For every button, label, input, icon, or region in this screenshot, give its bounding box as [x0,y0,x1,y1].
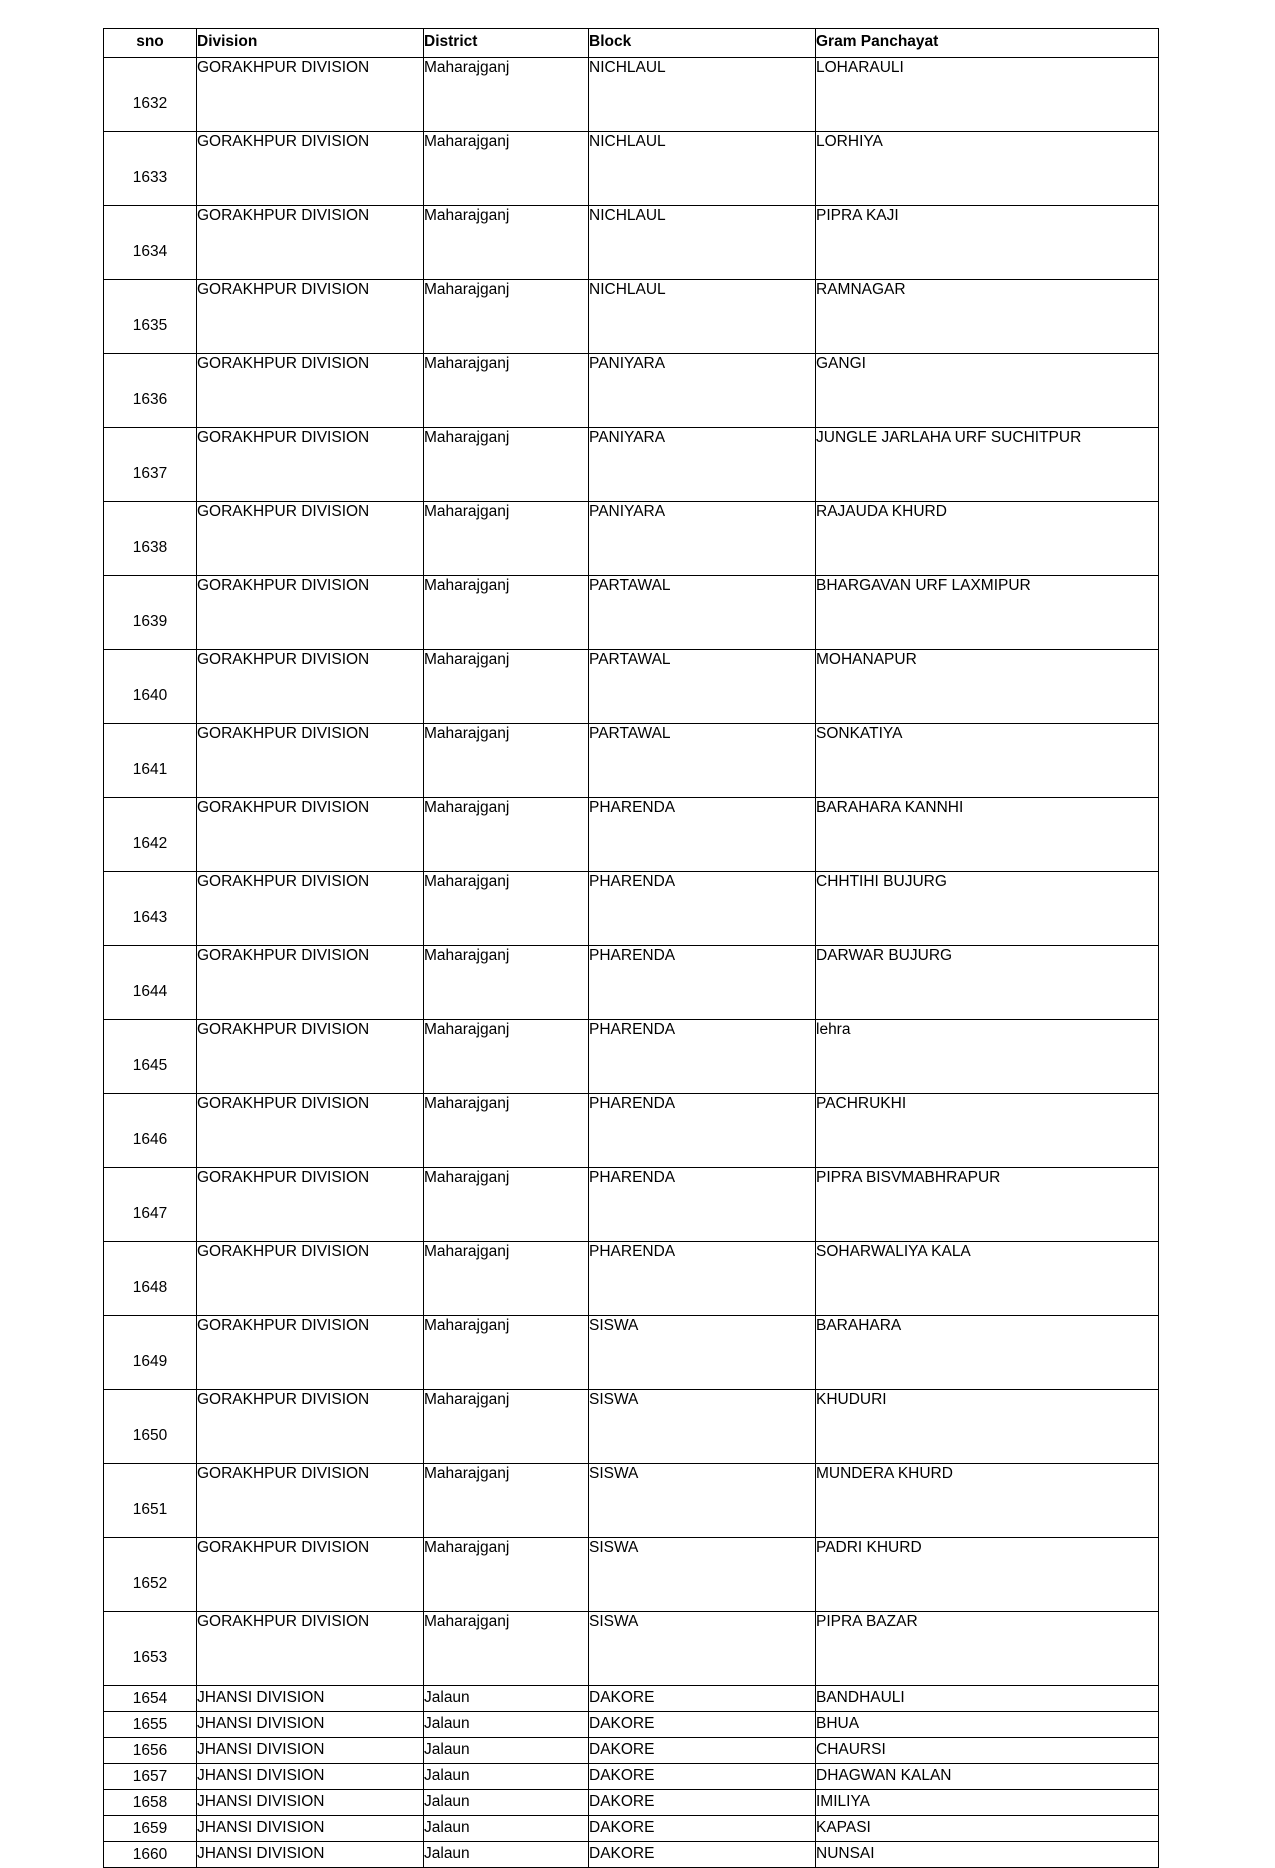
gram-panchayat-table [103,28,1159,1868]
table-row [104,1686,1159,1712]
table-row [104,1390,1159,1464]
cell-block: NICHLAUL [589,132,816,206]
table-row [104,1094,1159,1168]
cell-block: PHARENDA [589,1020,816,1094]
cell-sno: 1633 [104,132,197,206]
table-row [104,1538,1159,1612]
cell-block: DAKORE [589,1816,816,1842]
cell-block: SISWA [589,1316,816,1390]
cell-district: Maharajganj [424,1168,589,1242]
cell-district: Jalaun [424,1842,589,1868]
cell-gram-panchayat: PACHRUKHI [816,1094,1159,1168]
cell-district: Maharajganj [424,1612,589,1686]
cell-block: DAKORE [589,1686,816,1712]
cell-block: PHARENDA [589,946,816,1020]
table-row [104,1168,1159,1242]
cell-division: GORAKHPUR DIVISION [197,576,424,650]
cell-sno: 1646 [104,1094,197,1168]
table-row [104,872,1159,946]
cell-gram-panchayat: CHHTIHI BUJURG [816,872,1159,946]
cell-sno: 1650 [104,1390,197,1464]
table-row [104,576,1159,650]
column-header-sno: sno [104,29,197,58]
cell-block: DAKORE [589,1790,816,1816]
cell-block: SISWA [589,1612,816,1686]
cell-sno: 1655 [104,1712,197,1738]
table-row [104,1612,1159,1686]
cell-block: PARTAWAL [589,650,816,724]
cell-sno: 1642 [104,798,197,872]
cell-block: PANIYARA [589,354,816,428]
cell-division: GORAKHPUR DIVISION [197,1538,424,1612]
cell-block: SISWA [589,1538,816,1612]
cell-district: Maharajganj [424,1020,589,1094]
column-header-block: Block [589,29,816,58]
table-row [104,502,1159,576]
cell-district: Maharajganj [424,1390,589,1464]
table-row [104,1242,1159,1316]
table-row [104,946,1159,1020]
table-row [104,428,1159,502]
cell-sno: 1636 [104,354,197,428]
cell-district: Maharajganj [424,1464,589,1538]
cell-district: Jalaun [424,1816,589,1842]
cell-block: SISWA [589,1464,816,1538]
cell-gram-panchayat: SONKATIYA [816,724,1159,798]
cell-gram-panchayat: JUNGLE JARLAHA URF SUCHITPUR [816,428,1159,502]
table-row [104,354,1159,428]
cell-gram-panchayat: BANDHAULI [816,1686,1159,1712]
cell-block: PHARENDA [589,872,816,946]
cell-district: Maharajganj [424,650,589,724]
cell-sno: 1643 [104,872,197,946]
cell-block: SISWA [589,1390,816,1464]
cell-district: Jalaun [424,1764,589,1790]
cell-gram-panchayat: CHAURSI [816,1738,1159,1764]
cell-sno: 1637 [104,428,197,502]
cell-district: Maharajganj [424,872,589,946]
cell-division: GORAKHPUR DIVISION [197,798,424,872]
cell-block: DAKORE [589,1712,816,1738]
cell-gram-panchayat: BARAHARA [816,1316,1159,1390]
cell-district: Jalaun [424,1712,589,1738]
cell-sno: 1640 [104,650,197,724]
table-row [104,206,1159,280]
table-header [104,29,1159,58]
table-row [104,1738,1159,1764]
cell-sno: 1635 [104,280,197,354]
cell-sno: 1651 [104,1464,197,1538]
cell-division: GORAKHPUR DIVISION [197,1094,424,1168]
cell-district: Maharajganj [424,1538,589,1612]
cell-district: Maharajganj [424,280,589,354]
cell-division: GORAKHPUR DIVISION [197,1242,424,1316]
cell-district: Maharajganj [424,1316,589,1390]
cell-gram-panchayat: PIPRA KAJI [816,206,1159,280]
cell-division: GORAKHPUR DIVISION [197,502,424,576]
table-row [104,58,1159,132]
cell-gram-panchayat: NUNSAI [816,1842,1159,1868]
cell-division: GORAKHPUR DIVISION [197,650,424,724]
cell-sno: 1657 [104,1764,197,1790]
cell-gram-panchayat: RAJAUDA KHURD [816,502,1159,576]
cell-district: Maharajganj [424,428,589,502]
cell-gram-panchayat: BARAHARA KANNHI [816,798,1159,872]
cell-district: Maharajganj [424,502,589,576]
cell-sno: 1634 [104,206,197,280]
cell-division: GORAKHPUR DIVISION [197,280,424,354]
cell-sno: 1648 [104,1242,197,1316]
cell-division: GORAKHPUR DIVISION [197,1464,424,1538]
cell-division: JHANSI DIVISION [197,1764,424,1790]
cell-gram-panchayat: KHUDURI [816,1390,1159,1464]
cell-district: Maharajganj [424,1094,589,1168]
cell-gram-panchayat: BHUA [816,1712,1159,1738]
column-header-gram-panchayat: Gram Panchayat [816,29,1159,58]
cell-sno: 1653 [104,1612,197,1686]
cell-district: Maharajganj [424,724,589,798]
cell-block: PHARENDA [589,1094,816,1168]
cell-block: PHARENDA [589,798,816,872]
cell-sno: 1660 [104,1842,197,1868]
table-body [104,58,1159,1868]
cell-division: GORAKHPUR DIVISION [197,872,424,946]
cell-division: GORAKHPUR DIVISION [197,354,424,428]
cell-division: JHANSI DIVISION [197,1686,424,1712]
cell-gram-panchayat: lehra [816,1020,1159,1094]
cell-block: DAKORE [589,1738,816,1764]
cell-division: JHANSI DIVISION [197,1816,424,1842]
cell-sno: 1639 [104,576,197,650]
cell-block: DAKORE [589,1842,816,1868]
cell-sno: 1659 [104,1816,197,1842]
table-row [104,1020,1159,1094]
cell-gram-panchayat: BHARGAVAN URF LAXMIPUR [816,576,1159,650]
cell-district: Maharajganj [424,354,589,428]
table-row [104,280,1159,354]
cell-division: GORAKHPUR DIVISION [197,1020,424,1094]
cell-sno: 1658 [104,1790,197,1816]
cell-gram-panchayat: DHAGWAN KALAN [816,1764,1159,1790]
cell-block: PHARENDA [589,1168,816,1242]
cell-sno: 1647 [104,1168,197,1242]
cell-gram-panchayat: DARWAR BUJURG [816,946,1159,1020]
cell-district: Maharajganj [424,798,589,872]
cell-division: GORAKHPUR DIVISION [197,946,424,1020]
table-row [104,650,1159,724]
cell-district: Maharajganj [424,206,589,280]
cell-division: GORAKHPUR DIVISION [197,1612,424,1686]
cell-block: PHARENDA [589,1242,816,1316]
table-header-row [104,29,1159,58]
cell-division: GORAKHPUR DIVISION [197,206,424,280]
cell-district: Maharajganj [424,132,589,206]
cell-block: PANIYARA [589,502,816,576]
table-row [104,1464,1159,1538]
cell-gram-panchayat: PADRI KHURD [816,1538,1159,1612]
table-row [104,798,1159,872]
cell-sno: 1641 [104,724,197,798]
column-header-district: District [424,29,589,58]
cell-district: Maharajganj [424,946,589,1020]
column-header-division: Division [197,29,424,58]
cell-division: GORAKHPUR DIVISION [197,1390,424,1464]
cell-gram-panchayat: LORHIYA [816,132,1159,206]
cell-district: Jalaun [424,1738,589,1764]
cell-district: Jalaun [424,1790,589,1816]
cell-block: DAKORE [589,1764,816,1790]
cell-division: GORAKHPUR DIVISION [197,132,424,206]
cell-gram-panchayat: KAPASI [816,1816,1159,1842]
cell-gram-panchayat: PIPRA BISVMABHRAPUR [816,1168,1159,1242]
cell-gram-panchayat: PIPRA BAZAR [816,1612,1159,1686]
cell-sno: 1652 [104,1538,197,1612]
cell-sno: 1644 [104,946,197,1020]
cell-division: JHANSI DIVISION [197,1712,424,1738]
cell-sno: 1656 [104,1738,197,1764]
cell-district: Maharajganj [424,58,589,132]
cell-sno: 1638 [104,502,197,576]
table-row [104,1712,1159,1738]
gram-panchayat-table-wrapper [103,28,1158,1868]
cell-sno: 1649 [104,1316,197,1390]
table-row [104,724,1159,798]
cell-gram-panchayat: LOHARAULI [816,58,1159,132]
cell-division: GORAKHPUR DIVISION [197,58,424,132]
cell-division: JHANSI DIVISION [197,1842,424,1868]
cell-gram-panchayat: GANGI [816,354,1159,428]
cell-sno: 1654 [104,1686,197,1712]
cell-sno: 1632 [104,58,197,132]
table-row [104,132,1159,206]
cell-division: JHANSI DIVISION [197,1738,424,1764]
cell-gram-panchayat: RAMNAGAR [816,280,1159,354]
cell-division: GORAKHPUR DIVISION [197,428,424,502]
table-row [104,1790,1159,1816]
cell-division: GORAKHPUR DIVISION [197,1316,424,1390]
cell-division: GORAKHPUR DIVISION [197,724,424,798]
table-row [104,1764,1159,1790]
cell-division: JHANSI DIVISION [197,1790,424,1816]
table-row [104,1842,1159,1868]
cell-gram-panchayat: IMILIYA [816,1790,1159,1816]
table-row [104,1316,1159,1390]
cell-district: Jalaun [424,1686,589,1712]
cell-division: GORAKHPUR DIVISION [197,1168,424,1242]
cell-gram-panchayat: MUNDERA KHURD [816,1464,1159,1538]
cell-gram-panchayat: MOHANAPUR [816,650,1159,724]
cell-district: Maharajganj [424,576,589,650]
cell-block: NICHLAUL [589,280,816,354]
cell-block: NICHLAUL [589,206,816,280]
cell-district: Maharajganj [424,1242,589,1316]
cell-block: PANIYARA [589,428,816,502]
cell-sno: 1645 [104,1020,197,1094]
cell-block: NICHLAUL [589,58,816,132]
table-row [104,1816,1159,1842]
cell-block: PARTAWAL [589,724,816,798]
cell-block: PARTAWAL [589,576,816,650]
cell-gram-panchayat: SOHARWALIYA KALA [816,1242,1159,1316]
